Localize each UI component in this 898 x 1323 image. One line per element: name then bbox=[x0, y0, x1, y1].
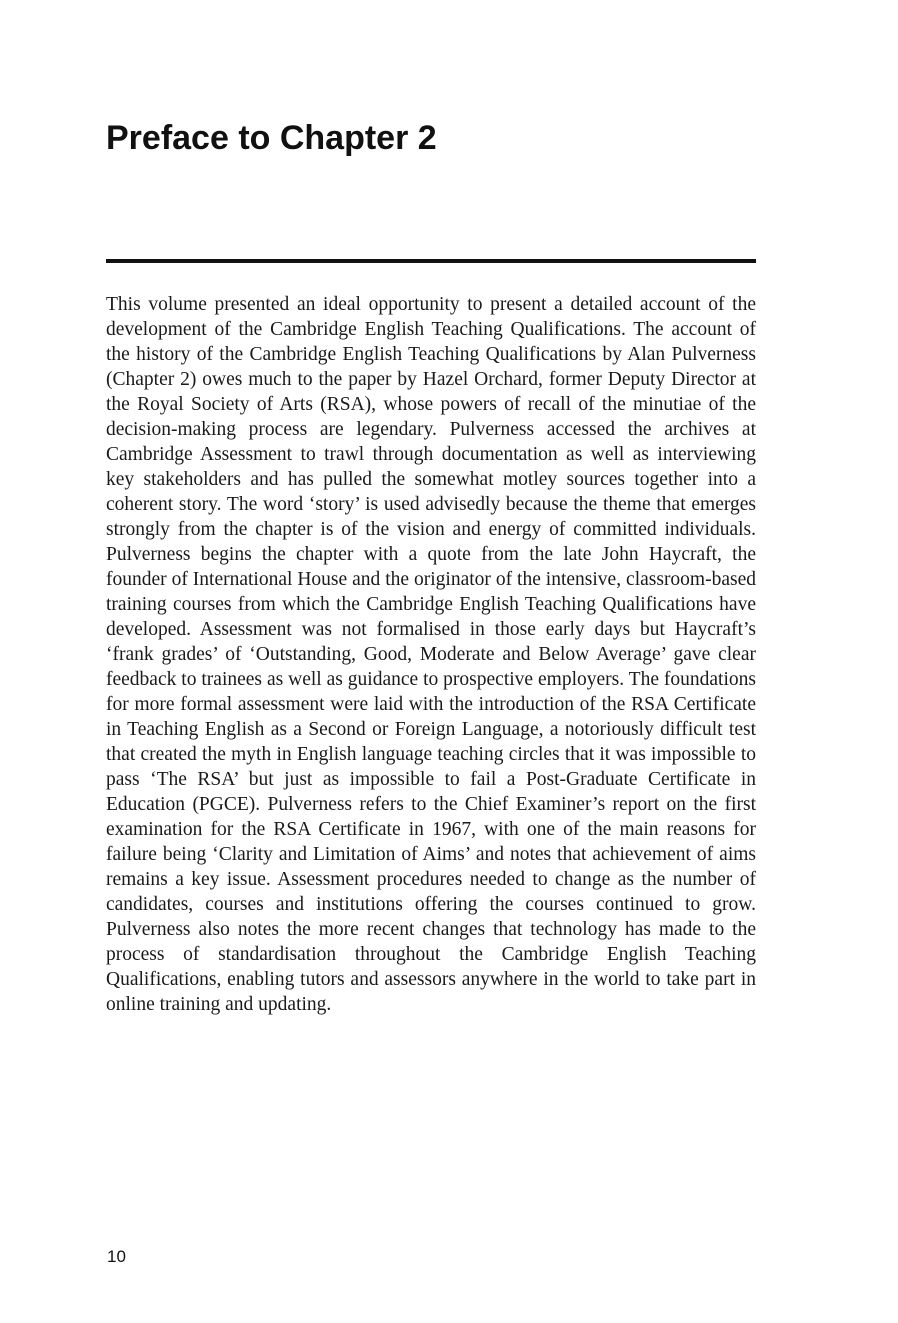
title-rule-divider bbox=[106, 259, 756, 263]
chapter-title: Preface to Chapter 2 bbox=[106, 119, 437, 157]
preface-paragraph: This volume presented an ideal opportunity to present a detailed account of the development of the Cambridge English Teaching Qualifications. The account of the history of the Cambridge English Teaching Qualifications by Alan Pulverness (Chapter 2) owes much to the paper by Hazel Orchard, former Deputy Director at the Royal Society of Arts (RSA), whose powers of recall of the minutiae of the decision-making process are legendary. Pulverness accessed the archives at Cambridge Assessment to trawl through documentation as well as interviewing key stakeholders and has pulled the somewhat motley sources together into a coherent story. The word ‘story’ is used advisedly because the theme that emerges strongly from the chapter is of the vision and energy of committed individuals. Pulverness begins the chapter with a quote from the late John Haycraft, the founder of International House and the originator of the intensive, classroom-based training courses from which the Cambridge English Teaching Qualifications have developed. Assessment was not formalised in those early days but Haycraft’s ‘frank grades’ of ‘Outstanding, Good, Moderate and Below Average’ gave clear feedback to trainees as well as guidance to prospective employers. The foundations for more formal assessment were laid with the introduction of the RSA Certificate in Teaching English as a Second or Foreign Language, a notoriously difficult test that created the myth in English language teaching circles that it was impossible to pass ‘The RSA’ but just as impossible to fail a Post-Graduate Certificate in Education (PGCE). Pulverness refers to the Chief Examiner’s report on the first examination for the RSA Certificate in 1967, with one of the main reasons for failure being ‘Clarity and Limitation of Aims’ and notes that achievement of aims remains a key issue. Assessment procedures needed to change as the number of candidates, courses and institutions offering the courses continued to grow. Pulverness also notes the more recent changes that technology has made to the process of standardisation throughout the Cambridge English Teaching Qualifications, enabling tutors and assessors anywhere in the world to take part in online training and updating. bbox=[106, 294, 756, 1015]
page-number: 10 bbox=[107, 1247, 126, 1266]
